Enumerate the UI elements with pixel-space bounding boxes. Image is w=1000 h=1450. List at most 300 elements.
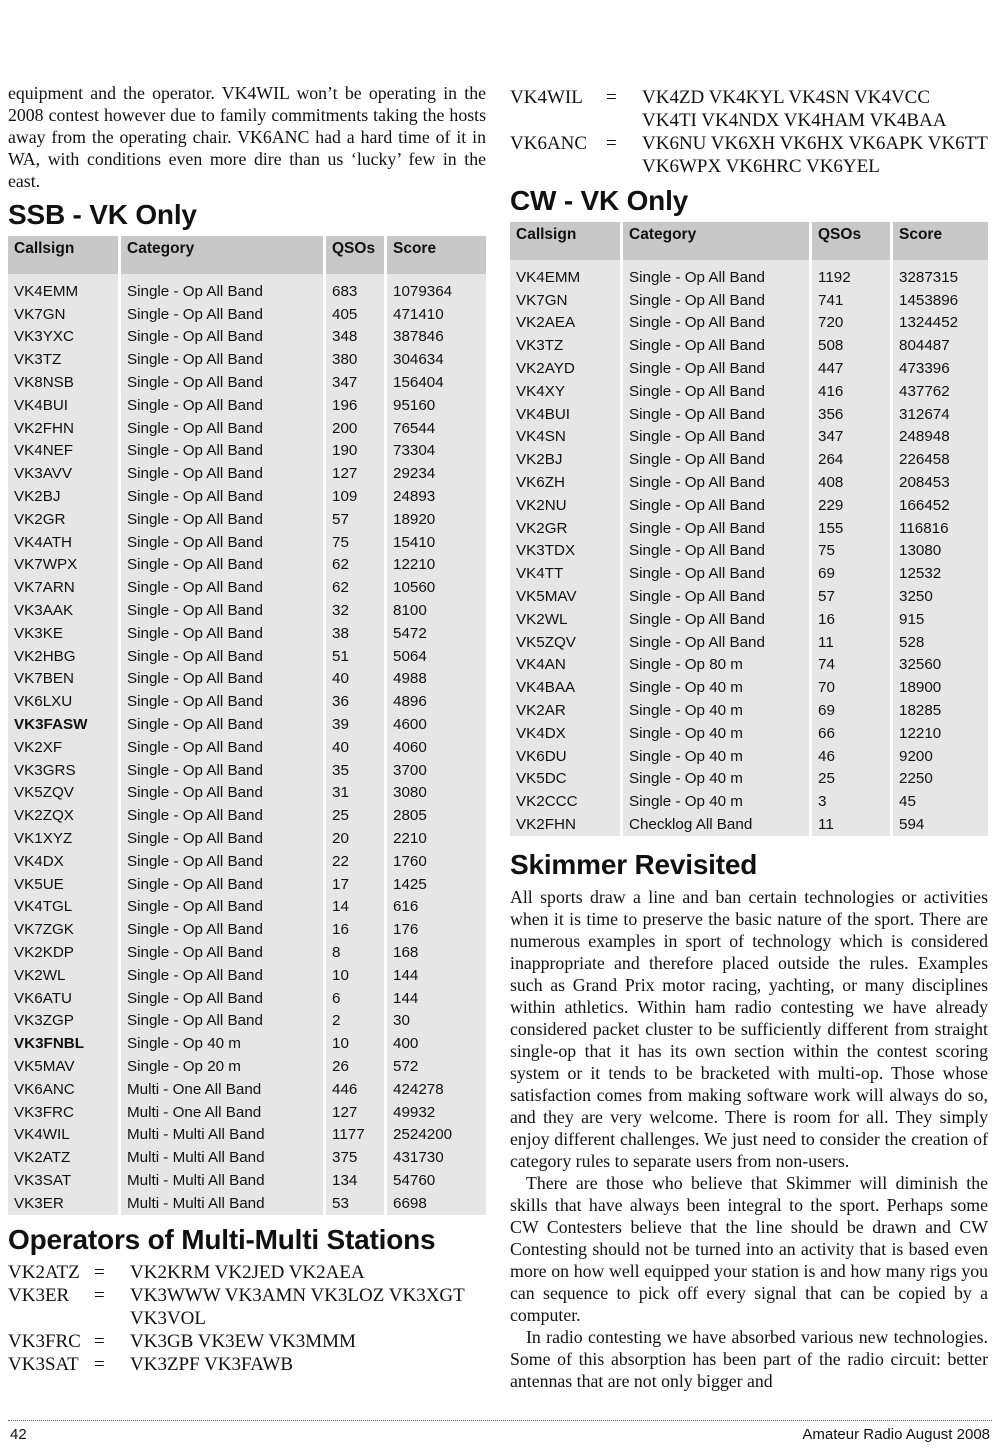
category-cell: Single - Op 40 m [623,768,809,791]
qsos-cell: 74 [812,654,890,677]
table-row [510,608,988,631]
table-row [8,804,486,827]
category-cell: Multi - Multi All Band [121,1169,323,1192]
table-row [510,722,988,745]
score-cell: 166452 [893,494,988,517]
qsos-cell: 35 [326,759,384,782]
score-cell: 1324452 [893,312,988,335]
qsos-cell: 190 [326,440,384,463]
score-cell: 616 [387,896,486,919]
table-row [8,941,486,964]
equals-sign: = [94,1330,105,1352]
callsign-cell: VK5ZQV [510,631,620,654]
table-row [8,759,486,782]
score-cell: 30 [387,1010,486,1033]
category-cell: Single - Op All Band [121,440,323,463]
skimmer-paragraph-2: There are those who believe that Skimmer will diminish the skills that have always been integral to the sport. Perhaps some CW Contesters believe that the line should be drawn and CW Contesting should not be turned into an activity that is based even more on how well equipped your station is and how many rigs you can sequence to pick off every signal that can be copied by a computer. [510,1172,988,1325]
callsign-cell: VK3FASW [8,713,118,736]
callsign-cell: VK7GN [8,303,118,326]
operator-callsign: VK3FRC [8,1330,81,1352]
score-cell: 144 [387,987,486,1010]
qsos-cell: 14 [326,896,384,919]
qsos-cell: 127 [326,1101,384,1124]
qsos-cell: 347 [326,371,384,394]
qsos-cell: 229 [812,494,890,517]
callsign-cell: VK2GR [510,517,620,540]
table-row [8,1123,486,1146]
category-cell: Single - Op All Band [121,873,323,896]
category-cell: Single - Op All Band [121,668,323,691]
callsign-cell: VK3TDX [510,540,620,563]
table-row [8,987,486,1010]
qsos-cell: 134 [326,1169,384,1192]
table-row [8,303,486,326]
category-cell: Single - Op All Band [121,531,323,554]
score-cell: 208453 [893,471,988,494]
score-cell: 18900 [893,676,988,699]
score-cell: 144 [387,964,486,987]
callsign-cell: VK3TZ [510,334,620,357]
score-cell: 3700 [387,759,486,782]
qsos-cell: 40 [326,668,384,691]
operators-list-left [8,1261,486,1376]
operator-callsign: VK6ANC [510,133,588,154]
callsign-cell: VK5UE [8,873,118,896]
table-row [8,1101,486,1124]
score-cell: 54760 [387,1169,486,1192]
category-cell: Single - Op All Band [121,303,323,326]
score-cell: 12210 [387,554,486,577]
table-row [510,403,988,426]
category-cell: Single - Op 40 m [623,745,809,768]
category-cell: Single - Op All Band [121,987,323,1010]
table-row [510,289,988,312]
callsign-cell: VK5MAV [510,585,620,608]
qsos-cell: 264 [812,448,890,471]
table-row [8,371,486,394]
score-cell: 4600 [387,713,486,736]
score-cell: 12210 [893,722,988,745]
operator-row [510,132,988,178]
qsos-cell: 16 [812,608,890,631]
table-row [510,813,988,836]
operator-callsign: VK4WIL [510,87,583,108]
operator-callsign: VK3SAT [8,1353,79,1375]
category-cell: Single - Op All Band [623,448,809,471]
qsos-cell: 66 [812,722,890,745]
qsos-cell: 109 [326,485,384,508]
table-row [510,562,988,585]
callsign-cell: VK4DX [510,722,620,745]
category-cell: Single - Op 20 m [121,1055,323,1078]
callsign-cell: VK2AR [510,699,620,722]
callsign-cell: VK4BAA [510,676,620,699]
callsign-cell: VK2BJ [8,485,118,508]
equals-sign: = [94,1261,105,1283]
table-row [510,745,988,768]
table-row [510,380,988,403]
callsign-cell: VK6LXU [8,690,118,713]
table-row [510,768,988,791]
category-cell: Single - Op All Band [121,645,323,668]
score-cell: 4896 [387,690,486,713]
qsos-cell: 375 [326,1146,384,1169]
qsos-cell: 32 [326,599,384,622]
qsos-cell: 405 [326,303,384,326]
score-cell: 168 [387,941,486,964]
table-row [8,508,486,531]
category-cell: Single - Op All Band [121,599,323,622]
callsign-cell: VK7GN [510,289,620,312]
category-cell: Single - Op All Band [121,274,323,303]
score-cell: 804487 [893,334,988,357]
category-cell: Single - Op 40 m [121,1032,323,1055]
table-row [510,790,988,813]
qsos-cell: 200 [326,417,384,440]
callsign-cell: VK5DC [510,768,620,791]
score-cell: 8100 [387,599,486,622]
qsos-cell: 10 [326,964,384,987]
category-cell: Single - Op 40 m [623,722,809,745]
category-cell: Single - Op All Band [623,312,809,335]
category-cell: Single - Op All Band [623,585,809,608]
table-row [8,873,486,896]
operator-list: VK4ZD VK4KYL VK4SN VK4VCC VK4TI VK4NDX VK4HAM VK4BAA [642,87,947,131]
ssb-header-row [8,236,486,274]
qsos-cell: 70 [812,676,890,699]
score-cell: 176 [387,918,486,941]
score-cell: 2250 [893,768,988,791]
score-cell: 387846 [387,326,486,349]
score-cell: 594 [893,813,988,836]
callsign-cell: VK2WL [8,964,118,987]
table-row [510,540,988,563]
qsos-cell: 75 [326,531,384,554]
qsos-cell: 11 [812,813,890,836]
left-column [8,82,486,1376]
score-cell: 9200 [893,745,988,768]
qsos-cell: 53 [326,1192,384,1215]
qsos-cell: 196 [326,394,384,417]
category-cell: Single - Op 40 m [623,676,809,699]
qsos-cell: 8 [326,941,384,964]
equals-sign: = [94,1353,105,1375]
cw-col-qsos: QSOs [812,222,890,260]
score-cell: 18920 [387,508,486,531]
callsign-cell: VK2GR [8,508,118,531]
qsos-cell: 11 [812,631,890,654]
score-cell: 156404 [387,371,486,394]
score-cell: 1760 [387,850,486,873]
score-cell: 473396 [893,357,988,380]
operators-heading: Operators of Multi-Multi Stations [8,1223,436,1255]
equals-sign: = [94,1284,105,1306]
callsign-cell: VK6ANC [8,1078,118,1101]
score-cell: 471410 [387,303,486,326]
category-cell: Single - Op All Band [121,508,323,531]
qsos-cell: 155 [812,517,890,540]
callsign-cell: VK2WL [510,608,620,631]
qsos-cell: 40 [326,736,384,759]
score-cell: 226458 [893,448,988,471]
table-row [510,426,988,449]
qsos-cell: 3 [812,790,890,813]
category-cell: Single - Op All Band [121,759,323,782]
score-cell: 400 [387,1032,486,1055]
score-cell: 2524200 [387,1123,486,1146]
table-row [510,676,988,699]
operator-list: VK3ZPF VK3FAWB [130,1353,293,1375]
qsos-cell: 447 [812,357,890,380]
callsign-cell: VK6ZH [510,471,620,494]
table-row [8,440,486,463]
cw-header-row [510,222,988,260]
callsign-cell: VK5MAV [8,1055,118,1078]
category-cell: Single - Op All Band [121,804,323,827]
callsign-cell: VK4BUI [510,403,620,426]
cw-results-table [507,222,991,836]
callsign-cell: VK8NSB [8,371,118,394]
category-cell: Single - Op All Band [121,462,323,485]
table-row [8,1010,486,1033]
qsos-cell: 51 [326,645,384,668]
table-row [8,782,486,805]
table-row [8,531,486,554]
table-row [8,850,486,873]
table-row [8,827,486,850]
score-cell: 304634 [387,348,486,371]
score-cell: 5472 [387,622,486,645]
table-row [8,713,486,736]
table-row [8,918,486,941]
callsign-cell: VK4EMM [8,274,118,303]
category-cell: Single - Op All Band [121,622,323,645]
score-cell: 76544 [387,417,486,440]
category-cell: Single - Op All Band [121,896,323,919]
category-cell: Single - Op All Band [121,1010,323,1033]
table-row [8,599,486,622]
score-cell: 116816 [893,517,988,540]
category-cell: Single - Op All Band [623,380,809,403]
table-row [8,394,486,417]
table-row [510,471,988,494]
category-cell: Checklog All Band [623,813,809,836]
category-cell: Single - Op All Band [623,357,809,380]
table-row [8,348,486,371]
score-cell: 1453896 [893,289,988,312]
table-row [510,654,988,677]
category-cell: Multi - One All Band [121,1101,323,1124]
score-cell: 2210 [387,827,486,850]
table-row [510,585,988,608]
cw-heading: CW - VK Only [510,185,689,216]
operator-row [8,1353,486,1376]
callsign-cell: VK3FNBL [8,1032,118,1055]
table-row [8,417,486,440]
callsign-cell: VK4XY [510,380,620,403]
callsign-cell: VK3ZGP [8,1010,118,1033]
category-cell: Single - Op All Band [121,485,323,508]
qsos-cell: 348 [326,326,384,349]
score-cell: 3250 [893,585,988,608]
callsign-cell: VK2ATZ [8,1146,118,1169]
table-row [8,274,486,303]
publication-footer: Amateur Radio August 2008 [802,1426,990,1443]
qsos-cell: 416 [812,380,890,403]
equals-sign: = [606,87,617,108]
callsign-cell: VK4DX [8,850,118,873]
category-cell: Single - Op All Band [623,540,809,563]
qsos-cell: 347 [812,426,890,449]
score-cell: 10560 [387,576,486,599]
category-cell: Single - Op All Band [121,850,323,873]
category-cell: Single - Op All Band [623,334,809,357]
qsos-cell: 683 [326,274,384,303]
score-cell: 6698 [387,1192,486,1215]
page-number: 42 [10,1426,27,1443]
table-row [8,326,486,349]
category-cell: Single - Op All Band [623,562,809,585]
category-cell: Single - Op All Band [121,941,323,964]
category-cell: Single - Op 40 m [623,790,809,813]
qsos-cell: 720 [812,312,890,335]
score-cell: 3080 [387,782,486,805]
table-row [8,485,486,508]
category-cell: Single - Op All Band [623,426,809,449]
qsos-cell: 25 [326,804,384,827]
category-cell: Single - Op All Band [121,690,323,713]
ssb-heading: SSB - VK Only [8,199,197,230]
callsign-cell: VK4TT [510,562,620,585]
operator-row [8,1261,486,1284]
table-row [8,1146,486,1169]
skimmer-heading: Skimmer Revisited [510,848,758,880]
score-cell: 15410 [387,531,486,554]
callsign-cell: VK2ZQX [8,804,118,827]
cw-col-callsign: Callsign [510,222,620,260]
skimmer-paragraph-3: In radio contesting we have absorbed various new technologies. Some of this absorption has been part of the radio circuit: better antennas that are not only bigger and [510,1326,988,1391]
qsos-cell: 1192 [812,260,890,289]
callsign-cell: VK4EMM [510,260,620,289]
callsign-cell: VK3GRS [8,759,118,782]
footer-divider [8,1420,992,1421]
score-cell: 915 [893,608,988,631]
skimmer-paragraph-1: All sports draw a line and ban certain technologies or activities when it is time to preserve the basic nature of the sport. There are numerous examples in sport of technology which is considered inappropriate and therefore placed outside the rules. Examples such as Grand Prix motor racing, yachting, or many disciplines within athletics. Within ham radio contesting we have already considered packet cluster to be sufficiently different from straight single-op that it has its own section within the contest scoring system or it tends to be bracketed with multi-op. Those whose satisfaction comes from making software work will always do so, and they are very welcome. There is room for all. They simply enjoy different challenges. We just need to consider the creation of category rules to separate users from non-users. [510,886,988,1171]
qsos-cell: 741 [812,289,890,312]
callsign-cell: VK4NEF [8,440,118,463]
score-cell: 18285 [893,699,988,722]
callsign-cell: VK4TGL [8,896,118,919]
qsos-cell: 57 [812,585,890,608]
qsos-cell: 508 [812,334,890,357]
operator-row [8,1284,486,1330]
score-cell: 5064 [387,645,486,668]
score-cell: 24893 [387,485,486,508]
callsign-cell: VK2FHN [8,417,118,440]
score-cell: 1079364 [387,274,486,303]
ssb-col-qsos: QSOs [326,236,384,274]
qsos-cell: 380 [326,348,384,371]
table-row [510,448,988,471]
callsign-cell: VK2HBG [8,645,118,668]
category-cell: Multi - Multi All Band [121,1192,323,1215]
qsos-cell: 408 [812,471,890,494]
callsign-cell: VK5ZQV [8,782,118,805]
category-cell: Single - Op All Band [121,964,323,987]
category-cell: Single - Op All Band [623,494,809,517]
operator-row [510,86,988,132]
callsign-cell: VK3AVV [8,462,118,485]
callsign-cell: VK2NU [510,494,620,517]
callsign-cell: VK3TZ [8,348,118,371]
operator-callsign: VK3ER [8,1284,70,1306]
qsos-cell: 22 [326,850,384,873]
ssb-col-category: Category [121,236,323,274]
table-row [8,1078,486,1101]
qsos-cell: 31 [326,782,384,805]
category-cell: Single - Op All Band [121,348,323,371]
operator-list: VK3WWW VK3AMN VK3LOZ VK3XGT VK3VOL [130,1284,465,1329]
category-cell: Single - Op 80 m [623,654,809,677]
score-cell: 73304 [387,440,486,463]
score-cell: 2805 [387,804,486,827]
category-cell: Single - Op All Band [121,918,323,941]
qsos-cell: 6 [326,987,384,1010]
score-cell: 4060 [387,736,486,759]
ssb-col-callsign: Callsign [8,236,118,274]
table-row [8,690,486,713]
right-column [510,86,988,1392]
callsign-cell: VK6DU [510,745,620,768]
score-cell: 431730 [387,1146,486,1169]
callsign-cell: VK3AAK [8,599,118,622]
score-cell: 528 [893,631,988,654]
table-row [8,1055,486,1078]
operator-callsign: VK2ATZ [8,1261,80,1283]
qsos-cell: 62 [326,554,384,577]
category-cell: Single - Op 40 m [623,699,809,722]
operators-list-right [510,86,988,178]
category-cell: Single - Op All Band [623,471,809,494]
callsign-cell: VK7WPX [8,554,118,577]
callsign-cell: VK2FHN [510,813,620,836]
category-cell: Single - Op All Band [121,554,323,577]
table-row [510,334,988,357]
callsign-cell: VK7BEN [8,668,118,691]
category-cell: Single - Op All Band [121,371,323,394]
qsos-cell: 25 [812,768,890,791]
qsos-cell: 69 [812,562,890,585]
qsos-cell: 16 [326,918,384,941]
qsos-cell: 38 [326,622,384,645]
score-cell: 424278 [387,1078,486,1101]
table-row [8,736,486,759]
callsign-cell: VK1XYZ [8,827,118,850]
table-row [510,494,988,517]
callsign-cell: VK7ARN [8,576,118,599]
category-cell: Single - Op All Band [623,260,809,289]
category-cell: Single - Op All Band [121,417,323,440]
table-row [8,1192,486,1215]
category-cell: Multi - Multi All Band [121,1146,323,1169]
score-cell: 4988 [387,668,486,691]
qsos-cell: 69 [812,699,890,722]
callsign-cell: VK2KDP [8,941,118,964]
table-row [8,462,486,485]
table-row [510,357,988,380]
score-cell: 248948 [893,426,988,449]
operator-row [8,1330,486,1353]
